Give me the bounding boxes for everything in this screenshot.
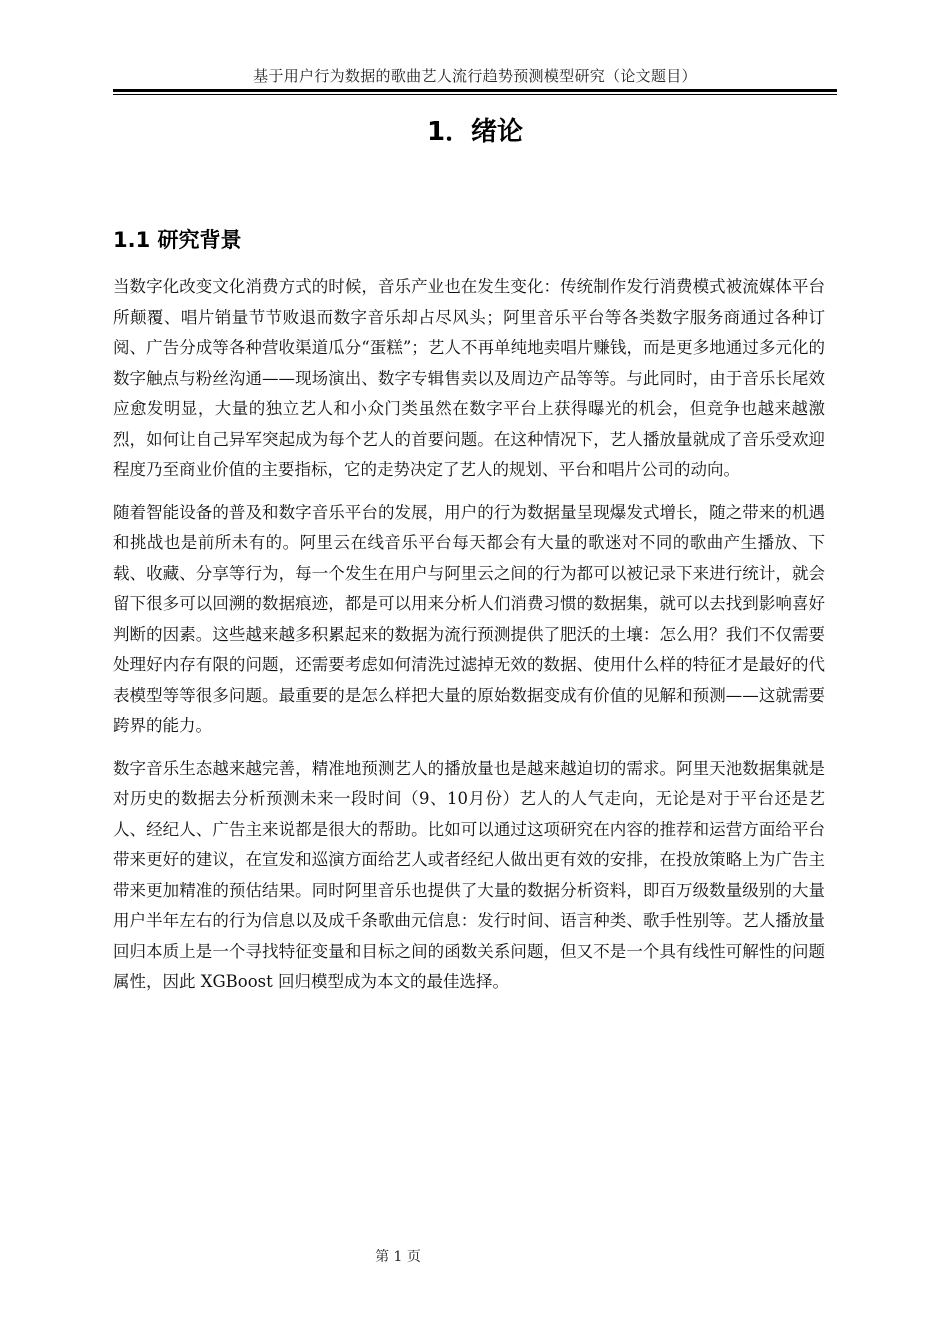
header-rule-thin (113, 94, 837, 95)
paragraph: 数字音乐生态越来越完善，精准地预测艺人的播放量也是越来越迫切的需求。阿里天池数据集就是对历史的数据去分析预测未来一段时间（9、10月份）艺人的人气走向，无论是对于平台还是艺人、经纪人、广告主来说都是很大的帮助。比如可以通过这项研究在内容的推荐和运营方面给平台带来更好的建议，在宣发和巡演方面给艺人或者经纪人做出更有效的安排，在投放策略上为广告主带来更加精准的预估结果。同时阿里音乐也提供了大量的数据分析资料，即百万级数量级别的大量用户半年左右的行为信息以及成千条歌曲元信息：发行时间、语言种类、歌手性别等。艺人播放量回归本质上是一个寻找特征变量和目标之间的函数关系问题，但又不是一个具有线性可解性的问题属性，因此 XGBoost 回归模型成为本文的最佳选择。 (113, 758, 825, 991)
page-number: 第 1 页 (375, 1249, 421, 1265)
body-text (113, 272, 825, 1010)
header-rule-thick (113, 89, 837, 92)
paragraph: 当数字化改变文化消费方式的时候，音乐产业也在发生变化：传统制作发行消费模式被流媒体平台所颠覆、唱片销量节节败退而数字音乐却占尽风头；阿里音乐平台等各类数字服务商通过各种订阅、广告分成等各种营收渠道瓜分“蛋糕”；艺人不再单纯地卖唱片赚钱，而是更多地通过多元化的数字触点与粉丝沟通——现场演出、数字专辑售卖以及周边产品等等。与此同时，由于音乐长尾效应愈发明显，大量的独立艺人和小众门类虽然在数字平台上获得曝光的机会，但竞争也越来越激烈，如何让自己异军突起成为每个艺人的首要问题。在这种情况下，艺人播放量就成了音乐受欢迎程度乃至商业价值的主要指标，它的走势决定了艺人的规划、平台和唱片公司的动向。 (113, 277, 825, 479)
paragraph: 随着智能设备的普及和数字音乐平台的发展，用户的行为数据量呈现爆发式增长，随之带来的机遇和挑战也是前所未有的。阿里云在线音乐平台每天都会有大量的歌迷对不同的歌曲产生播放、下载、收藏、分享等行为，每一个发生在用户与阿里云之间的行为都可以被记录下来进行统计，就会留下很多可以回溯的数据痕迹，都是可以用来分析人们消费习惯的数据集，就可以去找到影响喜好判断的因素。这些越来越多积累起来的数据为流行预测提供了肥沃的土壤：怎么用？我们不仅需要处理好内存有限的问题，还需要考虑如何清洗过滤掉无效的数据、使用什么样的特征才是最好的代表模型等等很多问题。最重要的是怎么样把大量的原始数据变成有价值的见解和预测——这就需要跨界的能力。 (113, 502, 825, 735)
section-title: 1.1 研究背景 (113, 228, 242, 252)
chapter-title: 1．绪论 (426, 117, 524, 147)
running-header: 基于用户行为数据的歌曲艺人流行趋势预测模型研究（论文题目） (253, 67, 697, 85)
